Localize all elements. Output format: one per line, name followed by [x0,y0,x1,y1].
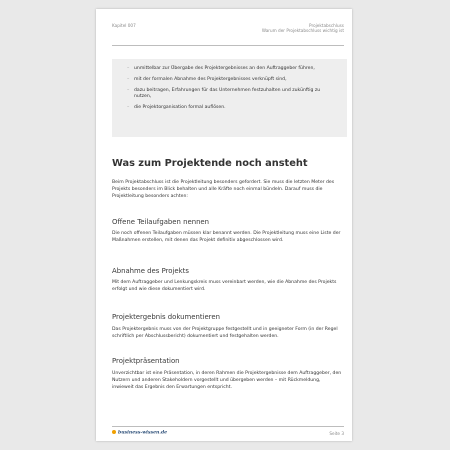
subsection-heading: Abnahme des Projekts [112,267,189,275]
subsection-text: Mit dem Auftraggeber und Lenkungskreis muss vereinbart werden, wie die Abnahme des Projekts erfolgt und wie diese dokumentiert wird. [112,280,337,292]
header-title-line2: Warum der Projektabschluss wichtig ist [261,28,344,34]
bullet-marker-icon: – [127,77,130,82]
bullet-item: – die Projektorganisation formal auflösen. [127,105,226,111]
bullet-list [127,66,335,116]
subsection-text: Die noch offenen Teilaufgaben müssen klar benannt werden. Die Projektleitung muss eine Liste der Maßnahmen erstellen, mit denen das Projekt definitiv abgeschlossen wird. [112,231,341,243]
header-title-line1: Projektabschluss [309,23,344,28]
subsection-heading: Projektergebnis dokumentieren [112,313,220,321]
section-intro: Beim Projektabschluss ist die Projektleitung besonders gefordert. Sie muss die letzten Meter des Projekts besonders im Blick behalten und alle Kräfte noch einmal bündeln. Darauf muss die Projektleitung besonders achten: [112,180,335,199]
subsection-text: Unverzichtbar ist eine Präsentation, in deren Rahmen die Projektergebnisse dem Auftraggeber, den Nutzern und anderen Stakeholdern vorgestellt und übergeben werden – mit Rückmeldung, inwieweit das Ergebnis den Erwartungen entspricht. [112,371,342,390]
bullet-item: – mit der formalen Abnahme des Projektergebnisses verknüpft sind, [127,77,287,82]
bullet-item: – unmittelbar zur Übergabe des Projektergebnisses an den Auftraggeber führen, [127,66,315,71]
header-chapter: Kapitel 007 [112,23,136,28]
subsection-heading: Offene Teilaufgaben nennen [112,218,210,226]
document-page [96,9,352,441]
bullet-box [112,59,347,137]
page-number: Seite 3 [329,431,344,436]
section-title: Was zum Projektende noch ansteht [112,158,308,169]
subsection-text: Das Projektergebnis muss von der Projektgruppe festgestellt und in geeigneter Form (in der Regel schriftlich per Abschlussbericht) dokumentiert und festgehalten werden. [112,327,338,339]
bullet-marker-icon: – [127,88,130,93]
footer-logo-text: business-wissen.de [118,430,168,436]
bullet-item: – dazu beitragen, Erfahrungen für das Unternehmen festzuhalten und zukünftig zu nutzen, [127,88,321,100]
footer-divider [112,426,344,427]
bullet-marker-icon: – [127,66,130,71]
subsection-heading: Projektpräsentation [112,357,180,365]
logo-dot-icon [112,430,116,434]
bullet-marker-icon: – [127,105,130,111]
footer-logo[interactable] [112,430,167,436]
header-divider [112,45,344,46]
header-title [262,23,344,34]
